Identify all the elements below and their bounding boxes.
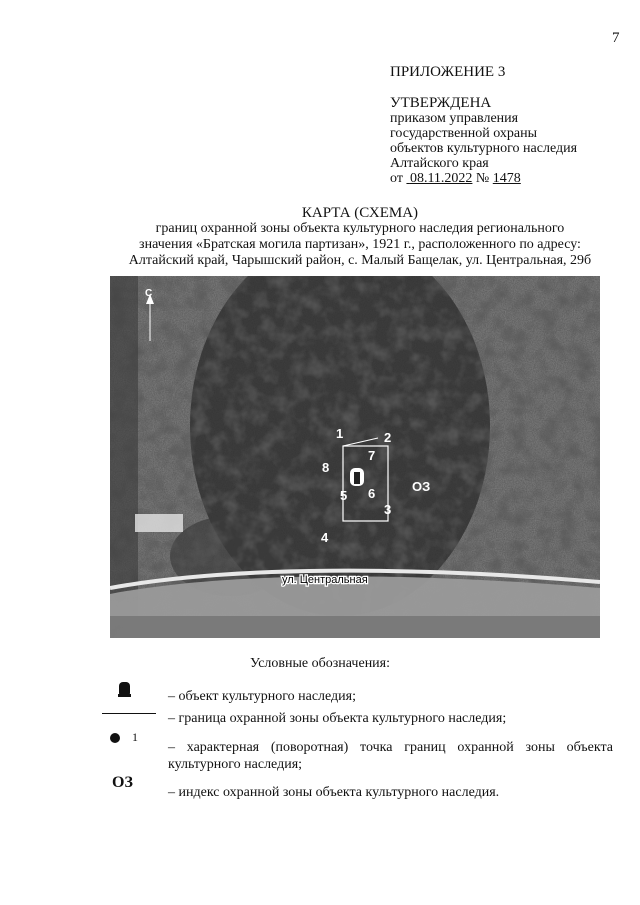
map-subtitle-3: Алтайский край, Чарышский район, с. Малый Бащелак, ул. Центральная, 29б bbox=[128, 253, 592, 268]
approval-block bbox=[390, 96, 577, 186]
point-label-8: 8 bbox=[322, 460, 330, 475]
number-sign: № bbox=[475, 171, 490, 186]
point-label-2: 2 bbox=[384, 430, 392, 445]
map-subtitle-2: значения «Братская могила партизан», 1921 г., расположенного по адресу: bbox=[139, 237, 581, 252]
zone-index-label: ОЗ bbox=[412, 479, 431, 494]
approval-line-3: объектов культурного наследия bbox=[390, 141, 578, 156]
approval-date: 08.11.2022 bbox=[409, 171, 473, 186]
map-canvas bbox=[110, 276, 600, 638]
satellite-map bbox=[110, 276, 600, 638]
approval-number: 1478 bbox=[492, 171, 521, 186]
legend-item-boundary: – граница охранной зоны объекта культурного наследия; bbox=[168, 711, 507, 726]
point-label-7: 7 bbox=[368, 448, 376, 463]
north-label: С bbox=[145, 288, 153, 299]
map-title-block bbox=[100, 205, 620, 269]
point-label-3: 3 bbox=[384, 502, 392, 517]
map-subtitle-1: границ охранной зоны объекта культурного наследия регионального bbox=[155, 221, 565, 236]
approval-line-2: государственной охраны bbox=[390, 126, 538, 141]
appendix-label: ПРИЛОЖЕНИЕ 3 bbox=[390, 64, 506, 80]
zone-index-icon: ОЗ bbox=[112, 774, 133, 791]
approved-label: УТВЕРЖДЕНА bbox=[390, 95, 492, 111]
building-roof bbox=[135, 514, 183, 532]
point-label-4: 4 bbox=[321, 530, 329, 545]
point-icon bbox=[110, 733, 120, 743]
legend-item-monument: – объект культурного наследия; bbox=[168, 689, 356, 704]
approval-line-1: приказом управления bbox=[390, 111, 519, 126]
monument-marker bbox=[350, 468, 364, 486]
monument-icon bbox=[118, 680, 132, 698]
point-icon-label: 1 bbox=[132, 730, 138, 744]
approval-line-4: Алтайского края bbox=[390, 156, 489, 171]
street-label: ул. Центральная bbox=[282, 574, 368, 586]
date-prefix: от bbox=[390, 171, 403, 186]
point-label-1: 1 bbox=[336, 426, 344, 441]
legend-item-zone-index: – индекс охранной зоны объекта культурного наследия. bbox=[168, 785, 500, 800]
point-label-5: 5 bbox=[340, 488, 348, 503]
boundary-line-icon bbox=[102, 713, 156, 714]
road-shoulder bbox=[110, 616, 600, 638]
page-number: 7 bbox=[612, 30, 620, 46]
legend-title: Условные обозначения: bbox=[249, 656, 391, 671]
approval-date-line bbox=[390, 171, 577, 186]
point-label-6: 6 bbox=[368, 486, 376, 501]
legend-item-point: – характерная (поворотная) точка границ охранной зоны объекта культурного наследия; bbox=[168, 740, 613, 772]
map-title: КАРТА (СХЕМА) bbox=[301, 205, 419, 221]
